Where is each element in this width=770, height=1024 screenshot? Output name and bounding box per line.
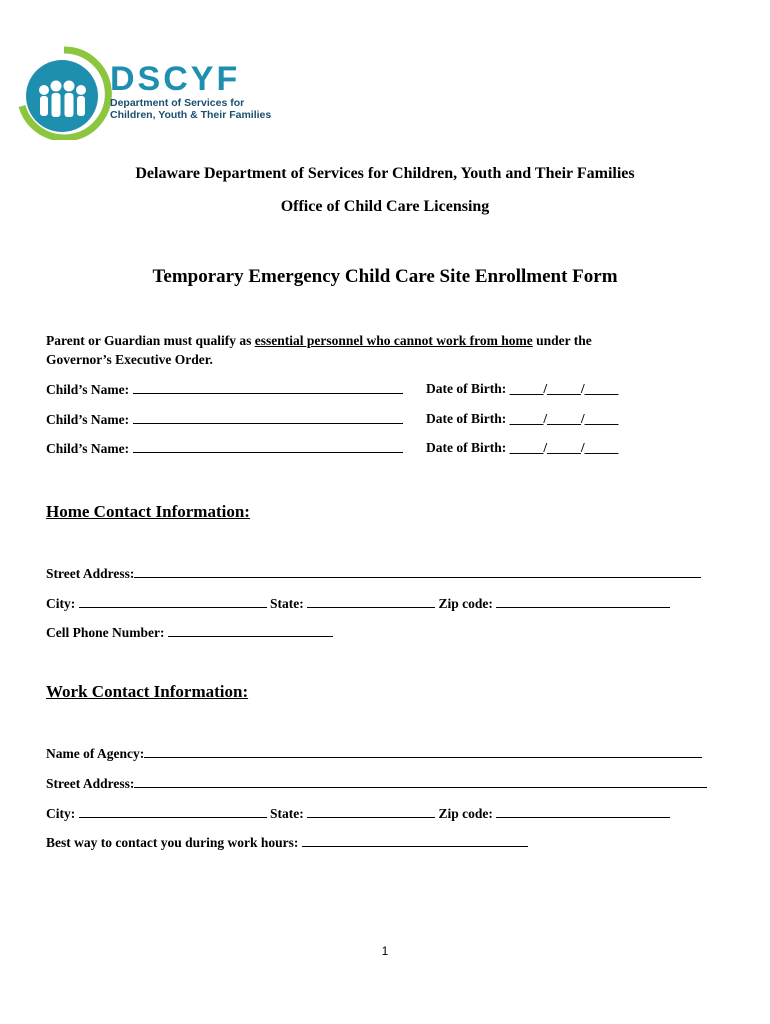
- dob-row-2: Date of Birth: _____/_____/_____: [426, 411, 619, 426]
- child-name-field-3[interactable]: [133, 440, 403, 453]
- child-name-row-3: Child’s Name:: [46, 440, 403, 457]
- work-state-field[interactable]: [307, 805, 435, 818]
- work-city-row: City: State: Zip code:: [46, 805, 670, 822]
- child-name-field-2[interactable]: [133, 411, 403, 424]
- child-name-row-1: Child’s Name:: [46, 381, 403, 398]
- child-name-field-1[interactable]: [133, 381, 403, 394]
- home-street-field[interactable]: [134, 565, 701, 578]
- intro-line-2: Governor’s Executive Order.: [46, 352, 213, 367]
- home-city-row: City: State: Zip code:: [46, 595, 670, 612]
- department-heading: Delaware Department of Services for Children, Youth and Their Families: [135, 165, 635, 182]
- cell-phone-row: Cell Phone Number:: [46, 624, 333, 641]
- office-heading: Office of Child Care Licensing: [280, 198, 490, 215]
- agency-row: Name of Agency:: [46, 745, 702, 762]
- dob-row-3: Date of Birth: _____/_____/_____: [426, 440, 619, 455]
- child-name-row-2: Child’s Name:: [46, 411, 403, 428]
- dob-row-1: Date of Birth: _____/_____/_____: [426, 381, 619, 396]
- work-contact-field[interactable]: [302, 834, 528, 847]
- cell-phone-field[interactable]: [168, 624, 333, 637]
- home-city-field[interactable]: [79, 595, 267, 608]
- dob-field-2[interactable]: _____/_____/_____: [509, 411, 619, 426]
- logo-subtitle: Department of Services for Children, Youth & Their Families: [110, 97, 272, 121]
- dob-field-3[interactable]: _____/_____/_____: [509, 440, 619, 455]
- work-street-field[interactable]: [134, 775, 707, 788]
- logo-brand: DSCYF: [110, 60, 241, 98]
- home-street-row: Street Address:: [46, 565, 701, 582]
- work-contact-row: Best way to contact you during work hours:: [46, 834, 528, 851]
- work-zip-field[interactable]: [496, 805, 670, 818]
- home-contact-heading: Home Contact Information:: [46, 502, 250, 521]
- dob-field-1[interactable]: _____/_____/_____: [509, 381, 619, 396]
- agency-field[interactable]: [144, 745, 702, 758]
- work-street-row: Street Address:: [46, 775, 707, 792]
- intro-line-1: Parent or Guardian must qualify as essential personnel who cannot work from home under the: [46, 333, 592, 348]
- work-contact-heading: Work Contact Information:: [46, 682, 249, 701]
- home-state-field[interactable]: [307, 595, 435, 608]
- home-zip-field[interactable]: [496, 595, 670, 608]
- work-city-field[interactable]: [79, 805, 267, 818]
- page-number: 1: [381, 944, 389, 958]
- family-emblem-icon: [14, 46, 114, 140]
- form-title: Temporary Emergency Child Care Site Enrollment Form: [152, 266, 618, 287]
